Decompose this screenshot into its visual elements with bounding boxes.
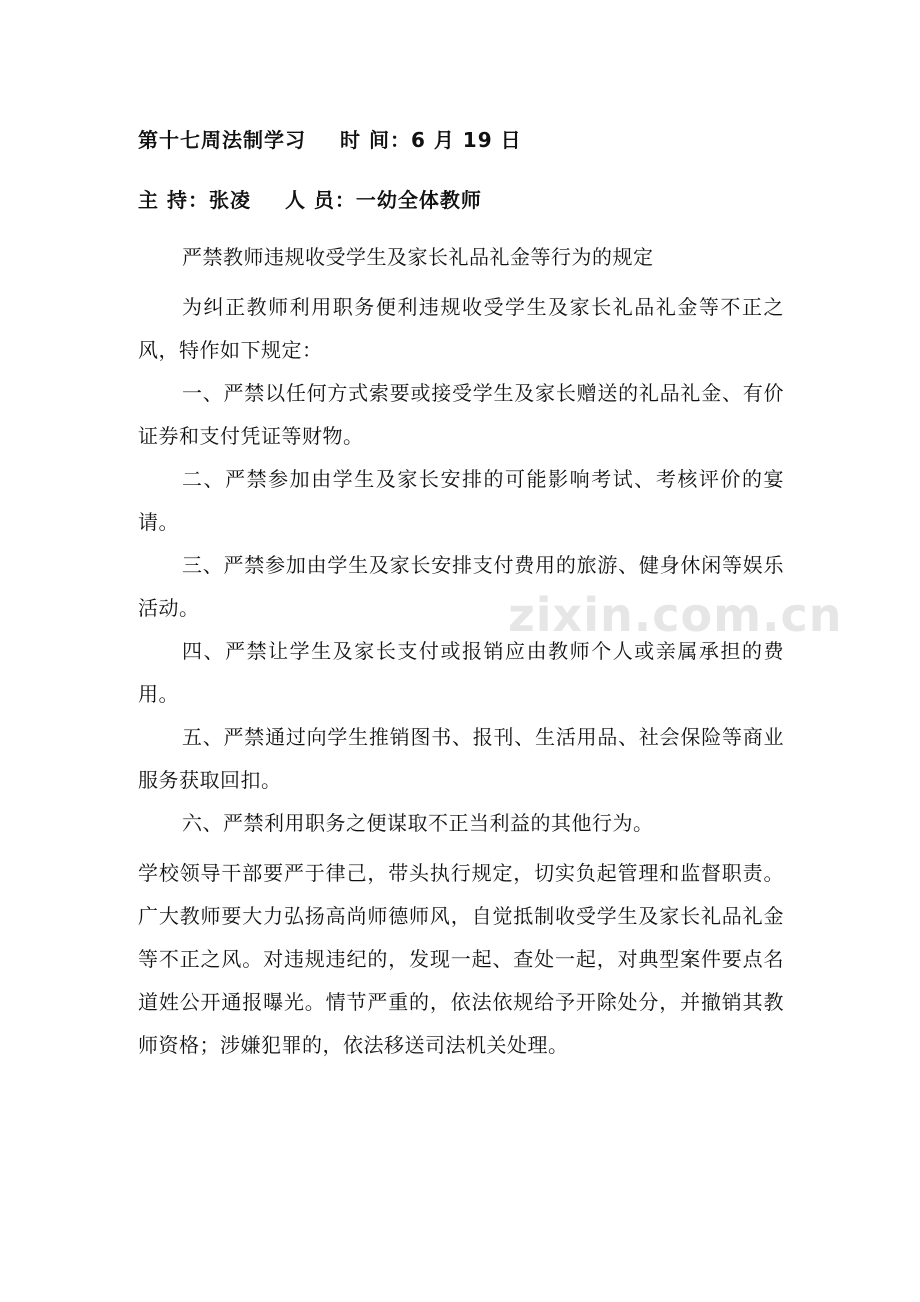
rule-6-wrap (138, 802, 784, 845)
rule-item-6: 六、严禁利用职务之便谋取不正当利益的其他行为。 (182, 811, 654, 835)
topic-label: 第十七周法制学习 (138, 128, 306, 152)
rule-item-4: 四、严禁让学生及家长支付或报销应由教师个人或亲属承担的费用。 (138, 639, 784, 706)
rule-item-3: 三、严禁参加由学生及家长安排支付费用的旅游、健身休闲等娱乐活动。 (138, 553, 784, 620)
host-label: 主 持：张凌 (138, 188, 251, 212)
closing-wrap (138, 852, 784, 1067)
rule-5-wrap (138, 716, 784, 802)
rule-3-wrap (138, 544, 784, 630)
date-label: 时 间：6 月 19 日 (340, 128, 522, 152)
attendees-label: 人 员：一幼全体教师 (284, 188, 482, 212)
document-title-wrap (138, 236, 784, 279)
rule-item-2: 二、严禁参加由学生及家长安排的可能影响考试、考核评价的宴请。 (138, 467, 784, 534)
rule-2-wrap (138, 458, 784, 544)
rule-4-wrap (138, 630, 784, 716)
rule-item-1: 一、严禁以任何方式索要或接受学生及家长赠送的礼品礼金、有价证券和支付凭证等财物。 (138, 381, 784, 448)
rule-1-wrap (138, 372, 784, 458)
watermark: zixin.com.cn (508, 588, 843, 642)
document-title: 严禁教师违规收受学生及家长礼品礼金等行为的规定 (182, 245, 654, 269)
header-host-line (138, 184, 482, 213)
rule-item-5: 五、严禁通过向学生推销图书、报刊、生活用品、社会保险等商业服务获取回扣。 (138, 725, 784, 792)
intro-wrap (138, 286, 784, 372)
header-topic-line (138, 124, 522, 153)
closing-paragraph: 学校领导干部要严于律己，带头执行规定，切实负起管理和监督职责。广大教师要大力弘扬高尚师德师风，自觉抵制收受学生及家长礼品礼金等不正之风。对违规违纪的，发现一起、查处一起，对典型案件要点名道姓公开通报曝光。情节严重的，依法依规给予开除处分，并撤销其教师资格；涉嫌犯罪的，依法移送司法机关处理。 (138, 861, 784, 1057)
intro-paragraph: 为纠正教师利用职务便利违规收受学生及家长礼品礼金等不正之风，特作如下规定： (138, 295, 784, 362)
